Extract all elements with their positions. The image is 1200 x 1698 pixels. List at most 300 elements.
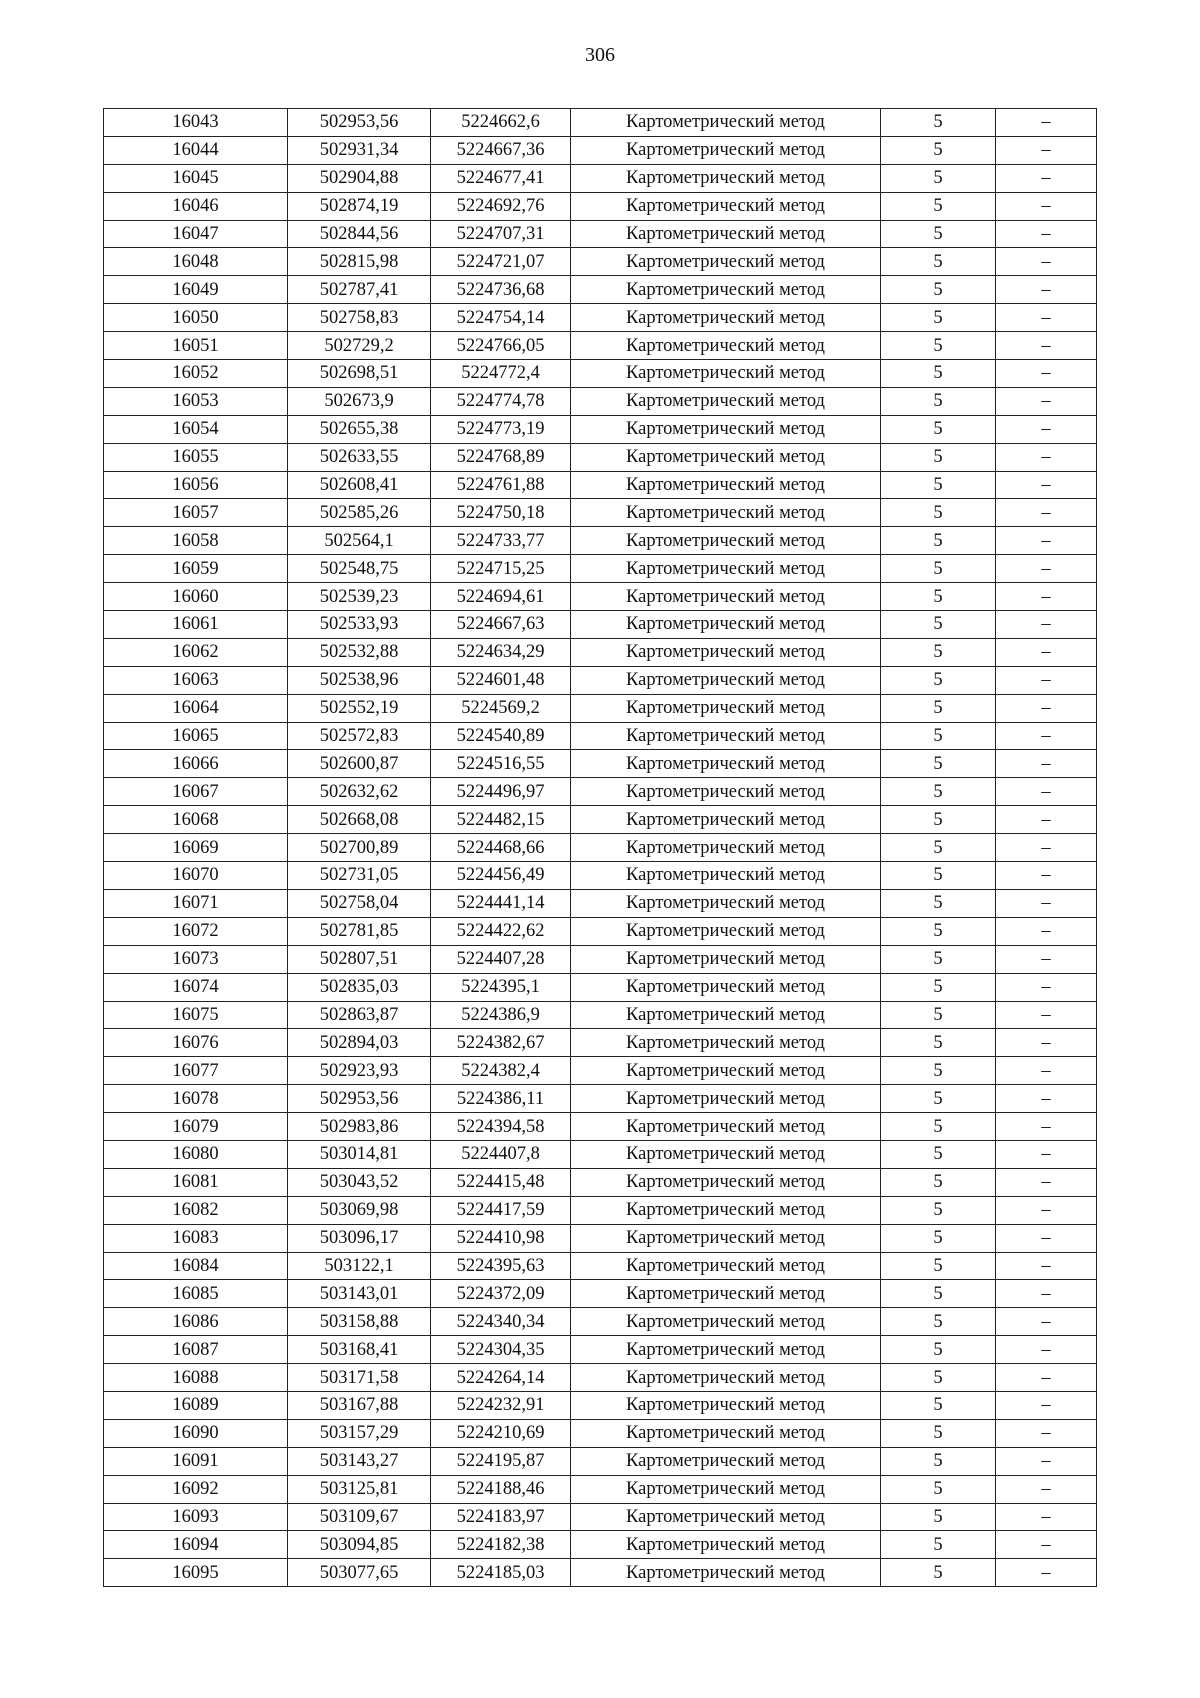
table-row (104, 889, 1097, 917)
point-number-cell: 16074 (104, 973, 288, 1001)
accuracy-cell: 5 (881, 1029, 996, 1057)
y-coordinate-cell: 5224667,36 (431, 136, 571, 164)
table-row (104, 499, 1097, 527)
point-number-cell: 16066 (104, 750, 288, 778)
accuracy-cell: 5 (881, 1196, 996, 1224)
accuracy-cell: 5 (881, 136, 996, 164)
table-row (104, 1168, 1097, 1196)
method-cell: Картометрический метод (571, 555, 881, 583)
description-cell: – (996, 1336, 1097, 1364)
point-number-cell: 16060 (104, 583, 288, 611)
description-cell: – (996, 220, 1097, 248)
coordinates-table (103, 108, 1097, 1587)
method-cell: Картометрический метод (571, 220, 881, 248)
accuracy-cell: 5 (881, 1364, 996, 1392)
y-coordinate-cell: 5224410,98 (431, 1224, 571, 1252)
point-number-cell: 16087 (104, 1336, 288, 1364)
description-cell: – (996, 304, 1097, 332)
accuracy-cell: 5 (881, 276, 996, 304)
y-coordinate-cell: 5224768,89 (431, 443, 571, 471)
y-coordinate-cell: 5224516,55 (431, 750, 571, 778)
y-coordinate-cell: 5224210,69 (431, 1419, 571, 1447)
table-row (104, 1308, 1097, 1336)
table-row (104, 1559, 1097, 1587)
y-coordinate-cell: 5224601,48 (431, 666, 571, 694)
x-coordinate-cell: 502835,03 (288, 973, 431, 1001)
point-number-cell: 16063 (104, 666, 288, 694)
y-coordinate-cell: 5224441,14 (431, 889, 571, 917)
method-cell: Картометрический метод (571, 164, 881, 192)
y-coordinate-cell: 5224662,6 (431, 109, 571, 137)
accuracy-cell: 5 (881, 1140, 996, 1168)
x-coordinate-cell: 502585,26 (288, 499, 431, 527)
x-coordinate-cell: 502758,83 (288, 304, 431, 332)
description-cell: – (996, 1364, 1097, 1392)
point-number-cell: 16067 (104, 778, 288, 806)
point-number-cell: 16051 (104, 332, 288, 360)
point-number-cell: 16049 (104, 276, 288, 304)
method-cell: Картометрический метод (571, 1419, 881, 1447)
point-number-cell: 16092 (104, 1475, 288, 1503)
x-coordinate-cell: 502539,23 (288, 583, 431, 611)
x-coordinate-cell: 502815,98 (288, 248, 431, 276)
x-coordinate-cell: 502894,03 (288, 1029, 431, 1057)
method-cell: Картометрический метод (571, 248, 881, 276)
description-cell: – (996, 1391, 1097, 1419)
accuracy-cell: 5 (881, 109, 996, 137)
y-coordinate-cell: 5224692,76 (431, 192, 571, 220)
method-cell: Картометрический метод (571, 1336, 881, 1364)
table-row (104, 694, 1097, 722)
x-coordinate-cell: 502953,56 (288, 1085, 431, 1113)
description-cell: – (996, 555, 1097, 583)
x-coordinate-cell: 503096,17 (288, 1224, 431, 1252)
method-cell: Картометрический метод (571, 1391, 881, 1419)
y-coordinate-cell: 5224395,1 (431, 973, 571, 1001)
x-coordinate-cell: 502874,19 (288, 192, 431, 220)
method-cell: Картометрический метод (571, 1531, 881, 1559)
y-coordinate-cell: 5224185,03 (431, 1559, 571, 1587)
accuracy-cell: 5 (881, 415, 996, 443)
table-row (104, 415, 1097, 443)
accuracy-cell: 5 (881, 1168, 996, 1196)
table-row (104, 1113, 1097, 1141)
description-cell: – (996, 415, 1097, 443)
point-number-cell: 16078 (104, 1085, 288, 1113)
description-cell: – (996, 109, 1097, 137)
table-row (104, 248, 1097, 276)
table-row (104, 360, 1097, 388)
point-number-cell: 16045 (104, 164, 288, 192)
point-number-cell: 16072 (104, 917, 288, 945)
accuracy-cell: 5 (881, 304, 996, 332)
y-coordinate-cell: 5224634,29 (431, 638, 571, 666)
table-row (104, 1057, 1097, 1085)
point-number-cell: 16059 (104, 555, 288, 583)
method-cell: Картометрический метод (571, 666, 881, 694)
y-coordinate-cell: 5224677,41 (431, 164, 571, 192)
table-body (104, 109, 1097, 1587)
description-cell: – (996, 248, 1097, 276)
x-coordinate-cell: 503043,52 (288, 1168, 431, 1196)
description-cell: – (996, 1531, 1097, 1559)
table-row (104, 276, 1097, 304)
description-cell: – (996, 1280, 1097, 1308)
table-row (104, 778, 1097, 806)
accuracy-cell: 5 (881, 220, 996, 248)
method-cell: Картометрический метод (571, 694, 881, 722)
y-coordinate-cell: 5224382,4 (431, 1057, 571, 1085)
x-coordinate-cell: 502931,34 (288, 136, 431, 164)
y-coordinate-cell: 5224415,48 (431, 1168, 571, 1196)
y-coordinate-cell: 5224750,18 (431, 499, 571, 527)
accuracy-cell: 5 (881, 1252, 996, 1280)
x-coordinate-cell: 503171,58 (288, 1364, 431, 1392)
description-cell: – (996, 973, 1097, 1001)
table-row (104, 862, 1097, 890)
method-cell: Картометрический метод (571, 1113, 881, 1141)
method-cell: Картометрический метод (571, 1364, 881, 1392)
accuracy-cell: 5 (881, 1001, 996, 1029)
accuracy-cell: 5 (881, 1447, 996, 1475)
description-cell: – (996, 638, 1097, 666)
description-cell: – (996, 1475, 1097, 1503)
x-coordinate-cell: 502758,04 (288, 889, 431, 917)
table-row (104, 109, 1097, 137)
method-cell: Картометрический метод (571, 1196, 881, 1224)
x-coordinate-cell: 502844,56 (288, 220, 431, 248)
y-coordinate-cell: 5224394,58 (431, 1113, 571, 1141)
table-row (104, 1224, 1097, 1252)
table-row (104, 583, 1097, 611)
accuracy-cell: 5 (881, 1391, 996, 1419)
x-coordinate-cell: 502904,88 (288, 164, 431, 192)
y-coordinate-cell: 5224707,31 (431, 220, 571, 248)
table-row (104, 527, 1097, 555)
x-coordinate-cell: 502632,62 (288, 778, 431, 806)
x-coordinate-cell: 503158,88 (288, 1308, 431, 1336)
accuracy-cell: 5 (881, 1336, 996, 1364)
table-row (104, 1475, 1097, 1503)
y-coordinate-cell: 5224733,77 (431, 527, 571, 555)
y-coordinate-cell: 5224407,28 (431, 945, 571, 973)
method-cell: Картометрический метод (571, 1503, 881, 1531)
method-cell: Картометрический метод (571, 1001, 881, 1029)
description-cell: – (996, 1196, 1097, 1224)
description-cell: – (996, 722, 1097, 750)
y-coordinate-cell: 5224569,2 (431, 694, 571, 722)
method-cell: Картометрический метод (571, 750, 881, 778)
x-coordinate-cell: 503168,41 (288, 1336, 431, 1364)
description-cell: – (996, 192, 1097, 220)
table-row (104, 973, 1097, 1001)
table-row (104, 1364, 1097, 1392)
y-coordinate-cell: 5224766,05 (431, 332, 571, 360)
y-coordinate-cell: 5224694,61 (431, 583, 571, 611)
accuracy-cell: 5 (881, 164, 996, 192)
x-coordinate-cell: 502781,85 (288, 917, 431, 945)
method-cell: Картометрический метод (571, 1140, 881, 1168)
x-coordinate-cell: 503077,65 (288, 1559, 431, 1587)
accuracy-cell: 5 (881, 555, 996, 583)
method-cell: Картометрический метод (571, 1057, 881, 1085)
point-number-cell: 16056 (104, 471, 288, 499)
table-row (104, 136, 1097, 164)
method-cell: Картометрический метод (571, 1475, 881, 1503)
accuracy-cell: 5 (881, 248, 996, 276)
method-cell: Картометрический метод (571, 1168, 881, 1196)
y-coordinate-cell: 5224721,07 (431, 248, 571, 276)
table-row (104, 1140, 1097, 1168)
x-coordinate-cell: 503143,27 (288, 1447, 431, 1475)
table-row (104, 1503, 1097, 1531)
x-coordinate-cell: 502600,87 (288, 750, 431, 778)
x-coordinate-cell: 502548,75 (288, 555, 431, 583)
description-cell: – (996, 443, 1097, 471)
x-coordinate-cell: 503109,67 (288, 1503, 431, 1531)
description-cell: – (996, 611, 1097, 639)
table-row (104, 1447, 1097, 1475)
y-coordinate-cell: 5224264,14 (431, 1364, 571, 1392)
point-number-cell: 16064 (104, 694, 288, 722)
x-coordinate-cell: 503157,29 (288, 1419, 431, 1447)
method-cell: Картометрический метод (571, 778, 881, 806)
method-cell: Картометрический метод (571, 1559, 881, 1587)
point-number-cell: 16075 (104, 1001, 288, 1029)
accuracy-cell: 5 (881, 1531, 996, 1559)
point-number-cell: 16071 (104, 889, 288, 917)
method-cell: Картометрический метод (571, 973, 881, 1001)
table-row (104, 1001, 1097, 1029)
description-cell: – (996, 778, 1097, 806)
description-cell: – (996, 1140, 1097, 1168)
y-coordinate-cell: 5224772,4 (431, 360, 571, 388)
method-cell: Картометрический метод (571, 722, 881, 750)
x-coordinate-cell: 502572,83 (288, 722, 431, 750)
method-cell: Картометрический метод (571, 1280, 881, 1308)
method-cell: Картометрический метод (571, 583, 881, 611)
method-cell: Картометрический метод (571, 276, 881, 304)
point-number-cell: 16089 (104, 1391, 288, 1419)
table-row (104, 164, 1097, 192)
accuracy-cell: 5 (881, 834, 996, 862)
accuracy-cell: 5 (881, 917, 996, 945)
table-row (104, 1531, 1097, 1559)
y-coordinate-cell: 5224456,49 (431, 862, 571, 890)
description-cell: – (996, 834, 1097, 862)
description-cell: – (996, 862, 1097, 890)
y-coordinate-cell: 5224468,66 (431, 834, 571, 862)
table-row (104, 555, 1097, 583)
point-number-cell: 16081 (104, 1168, 288, 1196)
table-row (104, 1336, 1097, 1364)
method-cell: Картометрический метод (571, 638, 881, 666)
accuracy-cell: 5 (881, 1113, 996, 1141)
x-coordinate-cell: 502673,9 (288, 387, 431, 415)
y-coordinate-cell: 5224395,63 (431, 1252, 571, 1280)
x-coordinate-cell: 502698,51 (288, 360, 431, 388)
table-row (104, 1085, 1097, 1113)
y-coordinate-cell: 5224667,63 (431, 611, 571, 639)
method-cell: Картометрический метод (571, 136, 881, 164)
accuracy-cell: 5 (881, 583, 996, 611)
y-coordinate-cell: 5224540,89 (431, 722, 571, 750)
description-cell: – (996, 1419, 1097, 1447)
description-cell: – (996, 276, 1097, 304)
accuracy-cell: 5 (881, 1419, 996, 1447)
page-number: 306 (585, 44, 615, 66)
method-cell: Картометрический метод (571, 1224, 881, 1252)
description-cell: – (996, 889, 1097, 917)
x-coordinate-cell: 502564,1 (288, 527, 431, 555)
point-number-cell: 16058 (104, 527, 288, 555)
x-coordinate-cell: 502953,56 (288, 109, 431, 137)
description-cell: – (996, 583, 1097, 611)
accuracy-cell: 5 (881, 1503, 996, 1531)
method-cell: Картометрический метод (571, 1029, 881, 1057)
x-coordinate-cell: 502700,89 (288, 834, 431, 862)
y-coordinate-cell: 5224232,91 (431, 1391, 571, 1419)
accuracy-cell: 5 (881, 638, 996, 666)
x-coordinate-cell: 503094,85 (288, 1531, 431, 1559)
description-cell: – (996, 1001, 1097, 1029)
method-cell: Картометрический метод (571, 192, 881, 220)
point-number-cell: 16046 (104, 192, 288, 220)
table-row (104, 443, 1097, 471)
description-cell: – (996, 1057, 1097, 1085)
y-coordinate-cell: 5224340,34 (431, 1308, 571, 1336)
method-cell: Картометрический метод (571, 862, 881, 890)
point-number-cell: 16073 (104, 945, 288, 973)
description-cell: – (996, 527, 1097, 555)
accuracy-cell: 5 (881, 862, 996, 890)
point-number-cell: 16068 (104, 806, 288, 834)
x-coordinate-cell: 503143,01 (288, 1280, 431, 1308)
y-coordinate-cell: 5224183,97 (431, 1503, 571, 1531)
y-coordinate-cell: 5224304,35 (431, 1336, 571, 1364)
accuracy-cell: 5 (881, 1224, 996, 1252)
y-coordinate-cell: 5224386,9 (431, 1001, 571, 1029)
point-number-cell: 16080 (104, 1140, 288, 1168)
table-row (104, 834, 1097, 862)
accuracy-cell: 5 (881, 973, 996, 1001)
description-cell: – (996, 666, 1097, 694)
x-coordinate-cell: 502807,51 (288, 945, 431, 973)
method-cell: Картометрический метод (571, 332, 881, 360)
method-cell: Картометрический метод (571, 387, 881, 415)
x-coordinate-cell: 502668,08 (288, 806, 431, 834)
description-cell: – (996, 1503, 1097, 1531)
description-cell: – (996, 360, 1097, 388)
y-coordinate-cell: 5224736,68 (431, 276, 571, 304)
point-number-cell: 16065 (104, 722, 288, 750)
method-cell: Картометрический метод (571, 917, 881, 945)
method-cell: Картометрический метод (571, 109, 881, 137)
table-row (104, 750, 1097, 778)
accuracy-cell: 5 (881, 192, 996, 220)
description-cell: – (996, 1113, 1097, 1141)
method-cell: Картометрический метод (571, 889, 881, 917)
point-number-cell: 16052 (104, 360, 288, 388)
method-cell: Картометрический метод (571, 304, 881, 332)
point-number-cell: 16079 (104, 1113, 288, 1141)
description-cell: – (996, 1559, 1097, 1587)
description-cell: – (996, 332, 1097, 360)
accuracy-cell: 5 (881, 945, 996, 973)
x-coordinate-cell: 502532,88 (288, 638, 431, 666)
y-coordinate-cell: 5224761,88 (431, 471, 571, 499)
method-cell: Картометрический метод (571, 443, 881, 471)
description-cell: – (996, 136, 1097, 164)
point-number-cell: 16082 (104, 1196, 288, 1224)
table-row (104, 611, 1097, 639)
accuracy-cell: 5 (881, 750, 996, 778)
point-number-cell: 16057 (104, 499, 288, 527)
description-cell: – (996, 694, 1097, 722)
accuracy-cell: 5 (881, 1308, 996, 1336)
description-cell: – (996, 1447, 1097, 1475)
accuracy-cell: 5 (881, 611, 996, 639)
accuracy-cell: 5 (881, 499, 996, 527)
point-number-cell: 16085 (104, 1280, 288, 1308)
accuracy-cell: 5 (881, 1085, 996, 1113)
x-coordinate-cell: 502863,87 (288, 1001, 431, 1029)
point-number-cell: 16053 (104, 387, 288, 415)
table-row (104, 1280, 1097, 1308)
accuracy-cell: 5 (881, 778, 996, 806)
table-row (104, 638, 1097, 666)
method-cell: Картометрический метод (571, 527, 881, 555)
x-coordinate-cell: 502983,86 (288, 1113, 431, 1141)
accuracy-cell: 5 (881, 722, 996, 750)
y-coordinate-cell: 5224382,67 (431, 1029, 571, 1057)
table-row (104, 1419, 1097, 1447)
table-row (104, 1029, 1097, 1057)
accuracy-cell: 5 (881, 1280, 996, 1308)
point-number-cell: 16091 (104, 1447, 288, 1475)
x-coordinate-cell: 502729,2 (288, 332, 431, 360)
accuracy-cell: 5 (881, 471, 996, 499)
y-coordinate-cell: 5224715,25 (431, 555, 571, 583)
method-cell: Картометрический метод (571, 611, 881, 639)
description-cell: – (996, 917, 1097, 945)
accuracy-cell: 5 (881, 1559, 996, 1587)
description-cell: – (996, 1168, 1097, 1196)
point-number-cell: 16084 (104, 1252, 288, 1280)
description-cell: – (996, 499, 1097, 527)
accuracy-cell: 5 (881, 1475, 996, 1503)
point-number-cell: 16061 (104, 611, 288, 639)
y-coordinate-cell: 5224774,78 (431, 387, 571, 415)
table-row (104, 722, 1097, 750)
point-number-cell: 16077 (104, 1057, 288, 1085)
description-cell: – (996, 1085, 1097, 1113)
y-coordinate-cell: 5224407,8 (431, 1140, 571, 1168)
accuracy-cell: 5 (881, 387, 996, 415)
point-number-cell: 16048 (104, 248, 288, 276)
table-row (104, 332, 1097, 360)
point-number-cell: 16086 (104, 1308, 288, 1336)
x-coordinate-cell: 502552,19 (288, 694, 431, 722)
x-coordinate-cell: 503014,81 (288, 1140, 431, 1168)
y-coordinate-cell: 5224372,09 (431, 1280, 571, 1308)
x-coordinate-cell: 502538,96 (288, 666, 431, 694)
point-number-cell: 16090 (104, 1419, 288, 1447)
y-coordinate-cell: 5224386,11 (431, 1085, 571, 1113)
description-cell: – (996, 471, 1097, 499)
description-cell: – (996, 945, 1097, 973)
method-cell: Картометрический метод (571, 834, 881, 862)
